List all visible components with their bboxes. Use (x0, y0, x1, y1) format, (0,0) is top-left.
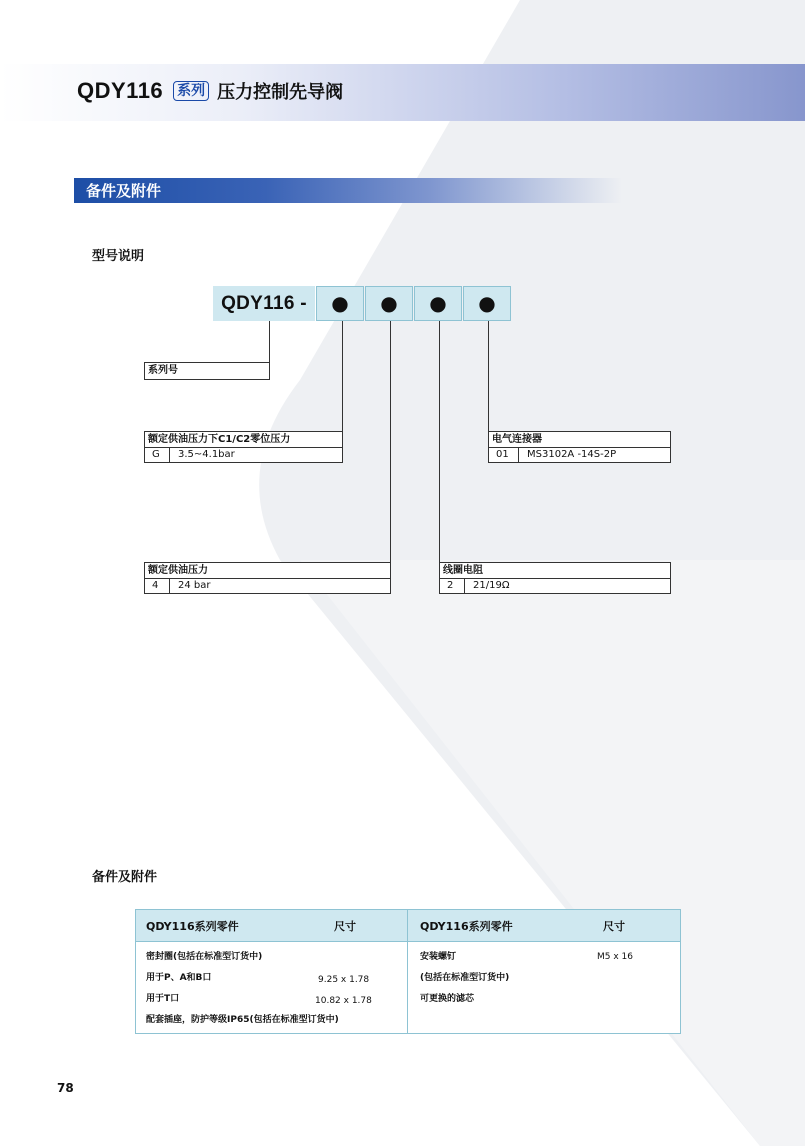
leader-line-coil (439, 321, 440, 563)
right-row-1-size: M5 x 16 (597, 952, 633, 962)
supply-pressure-value: 24 bar (178, 580, 211, 591)
header-series-tag: 系列 (173, 81, 209, 101)
zero-pressure-code: G (145, 448, 170, 462)
coil-resistance-code: 2 (440, 579, 465, 593)
series-box (144, 362, 270, 380)
page-number: 78 (57, 1081, 74, 1095)
parts-right-column (407, 942, 680, 1033)
left-row-4-part: 配套插座，防护等级IP65(包括在标准型订货中) (146, 1015, 339, 1025)
coil-resistance-row (439, 578, 671, 594)
section-title-bar (74, 178, 622, 203)
header-left-part: QDY116系列零件 (146, 919, 239, 933)
parts-table-body (136, 942, 680, 1033)
code-slot-3: ● (414, 286, 462, 321)
coil-resistance-box (439, 562, 671, 594)
zero-pressure-value: 3.5~4.1bar (178, 449, 235, 460)
header-left-size: 尺寸 (334, 919, 356, 933)
supply-pressure-title: 额定供油压力 (144, 562, 391, 578)
left-row-2-size: 9.25 x 1.78 (318, 975, 370, 985)
header-right-size: 尺寸 (603, 919, 625, 933)
zero-pressure-title: 额定供油压力下C1/C2零位压力 (144, 431, 343, 447)
left-row-3-part: 用于T口 (146, 994, 180, 1004)
header-right-part: QDY116系列零件 (420, 919, 513, 933)
code-prefix: QDY116 - (213, 286, 315, 321)
header-right (407, 910, 680, 941)
parts-table-header (136, 910, 680, 942)
page-header (77, 78, 343, 104)
code-slot-2: ● (365, 286, 413, 321)
connector-title: 电气连接器 (488, 431, 671, 447)
leader-line-connector (488, 321, 489, 432)
accessories-heading: 备件及附件 (92, 870, 158, 885)
supply-pressure-code: 4 (145, 579, 170, 593)
zero-pressure-box (144, 431, 343, 463)
parts-table (135, 909, 681, 1034)
connector-value: MS3102A -14S-2P (527, 449, 617, 460)
model-explanation-heading: 型号说明 (92, 249, 145, 264)
header-product-name: 压力控制先导阀 (217, 82, 344, 103)
right-row-1-part: 安装螺钉 (420, 952, 457, 962)
coil-resistance-value: 21/19Ω (473, 580, 510, 591)
connector-row (488, 447, 671, 463)
left-row-3-size: 10.82 x 1.78 (315, 996, 372, 1006)
left-row-2-part: 用于P、A和B口 (146, 973, 212, 983)
connector-code: 01 (489, 448, 519, 462)
code-slot-1: ● (316, 286, 364, 321)
code-slot-4: ● (463, 286, 511, 321)
section-title: 备件及附件 (86, 182, 162, 200)
parts-left-column (136, 942, 407, 1033)
coil-resistance-title: 线圈电阻 (439, 562, 671, 578)
leader-line-series (269, 321, 270, 365)
leader-line-supply (390, 321, 391, 563)
left-row-1-part: 密封圈(包括在标准型订货中) (146, 952, 263, 962)
header-left (136, 910, 407, 941)
supply-pressure-box (144, 562, 391, 594)
zero-pressure-row (144, 447, 343, 463)
connector-box (488, 431, 671, 463)
leader-line-zero-pressure (342, 321, 343, 432)
supply-pressure-row (144, 578, 391, 594)
header-model: QDY116 (77, 78, 164, 103)
right-row-2-part: (包括在标准型订货中) (420, 973, 510, 983)
series-label: 系列号 (144, 362, 270, 380)
right-row-3-part: 可更换的滤芯 (420, 994, 475, 1004)
